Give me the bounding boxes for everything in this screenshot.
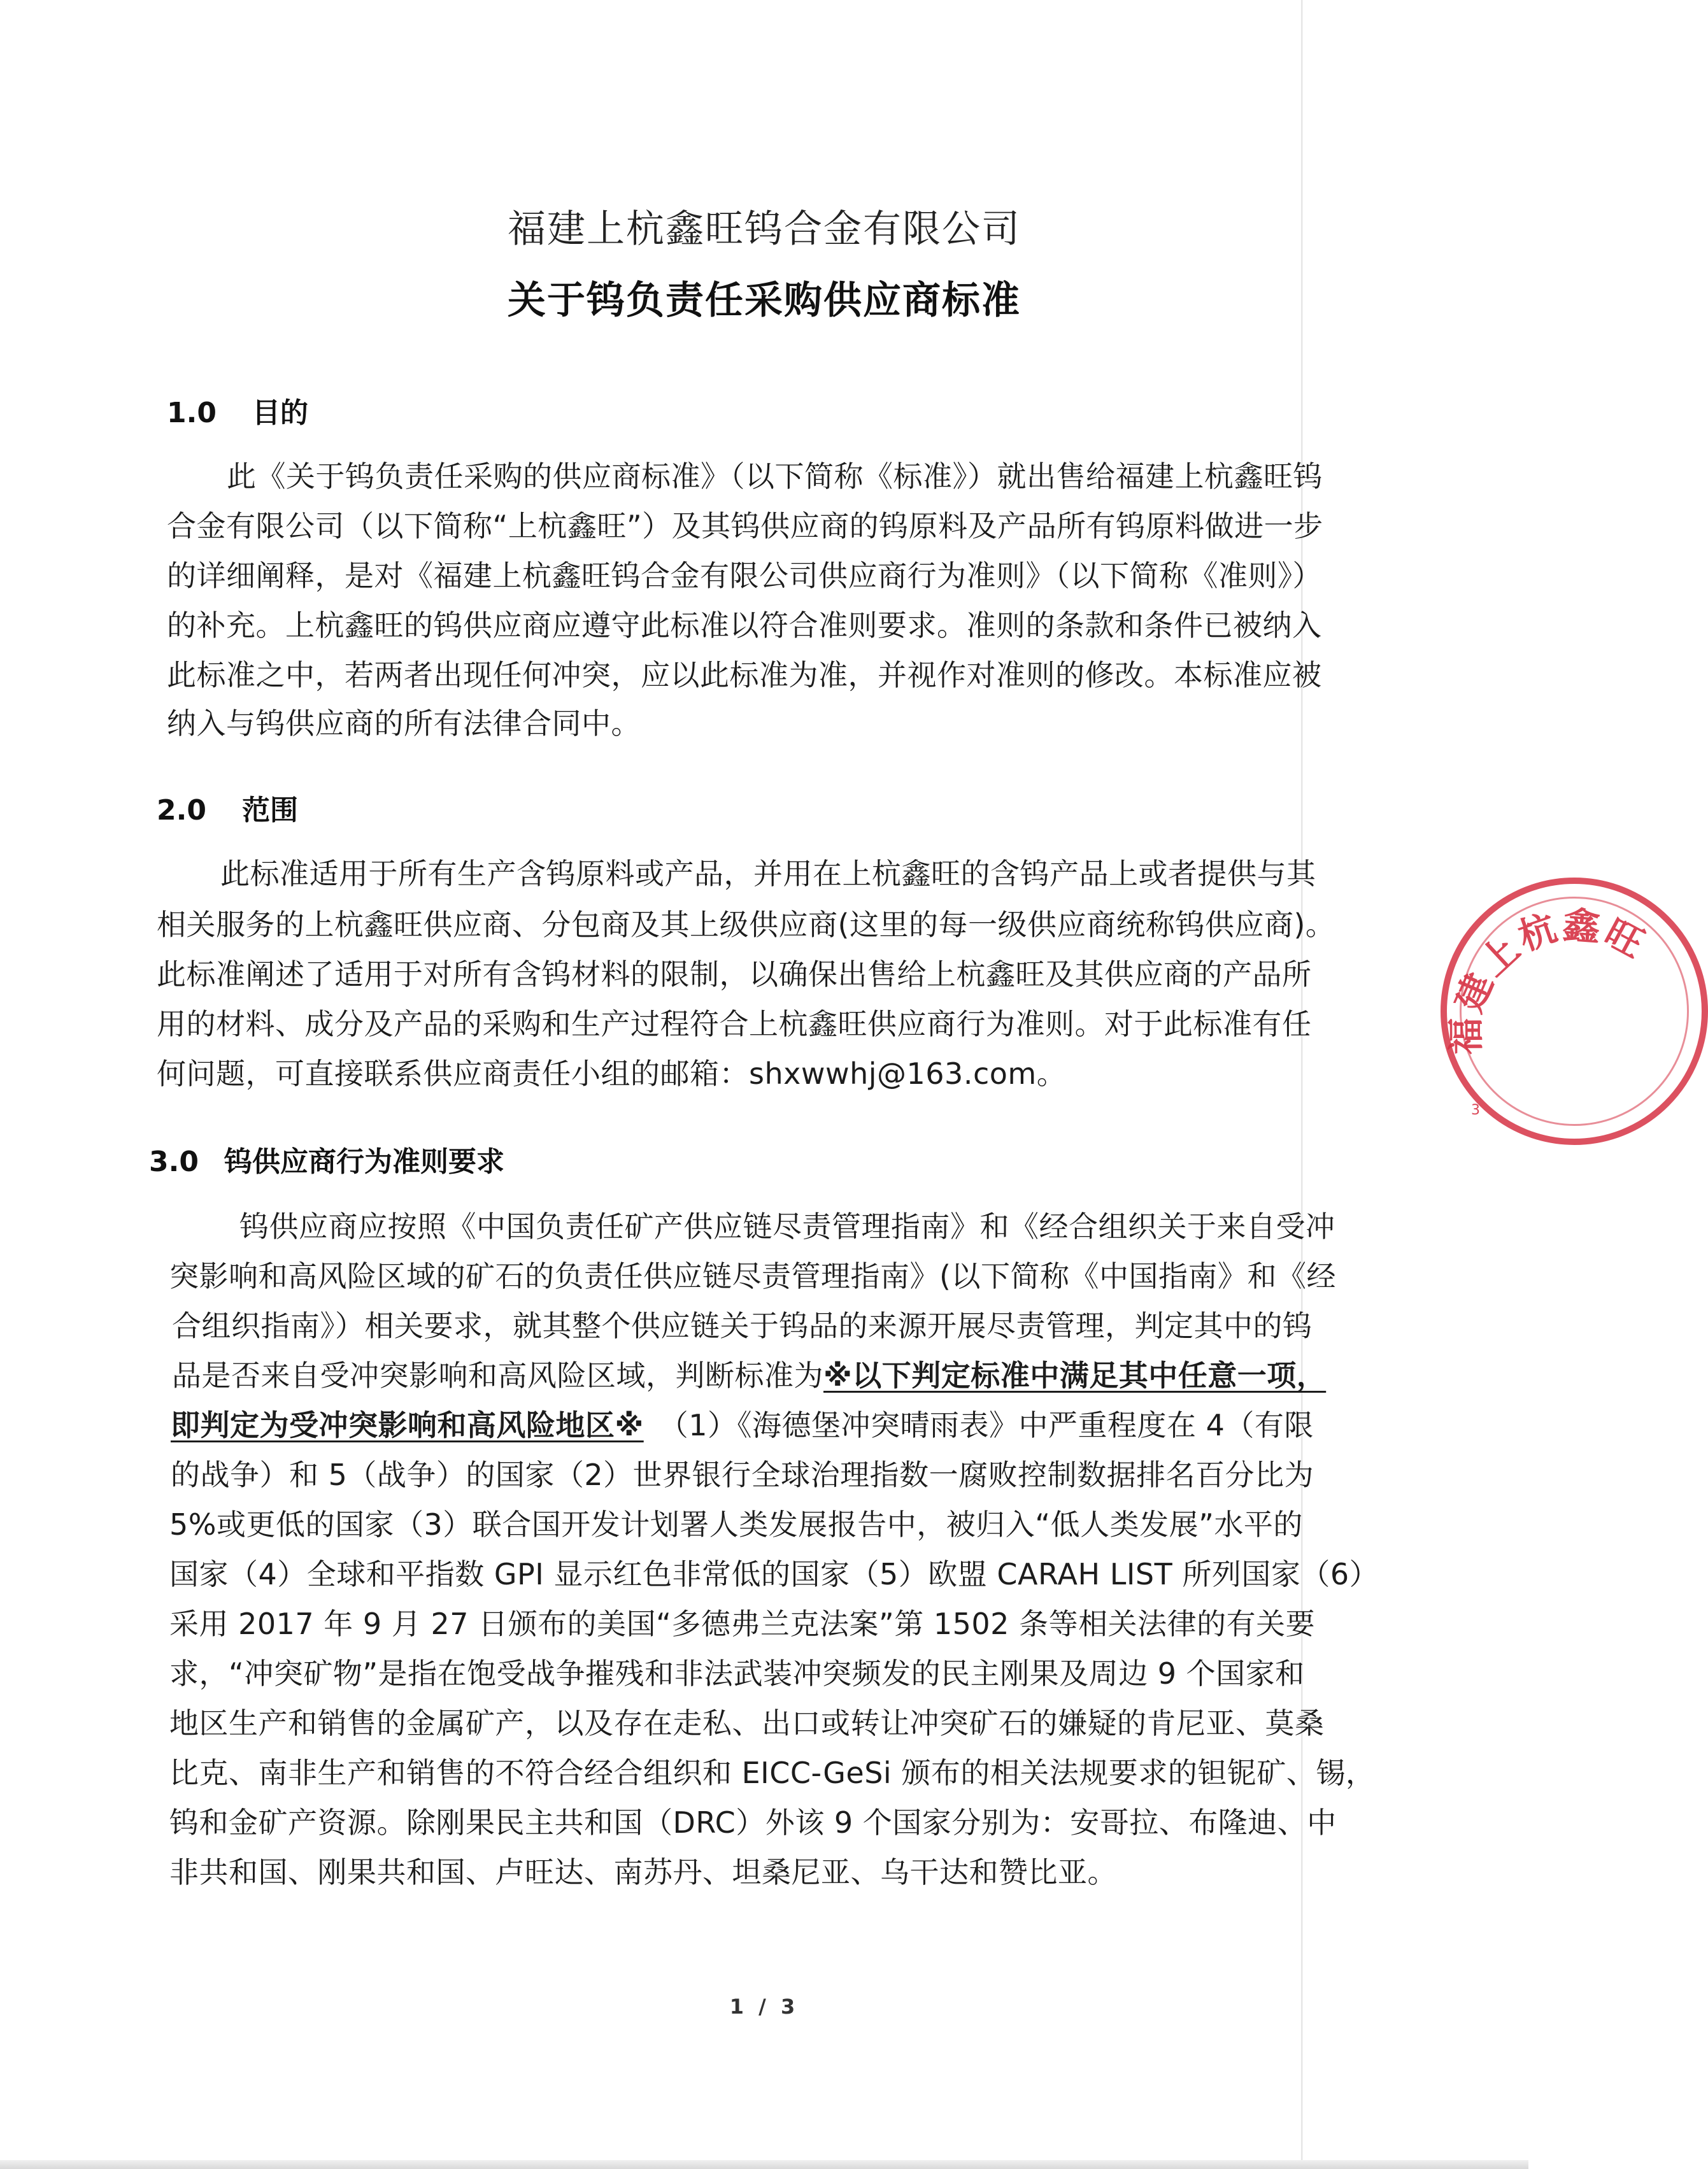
paragraph-line: 钨供应商应按照《中国负责任矿产供应链尽责管理指南》和《经合组织关于来自受冲 bbox=[239, 1209, 1335, 1244]
paragraph-line: 此标准阐述了适用于对所有含钨材料的限制，以确保出售给上杭鑫旺及其供应商的产品所 bbox=[157, 957, 1312, 992]
paragraph-line: 合金有限公司（以下简称“上杭鑫旺”）及其钨供应商的钨原料及产品所有钨原料做进一步 bbox=[167, 509, 1323, 543]
paragraph-line bbox=[172, 1353, 1326, 1395]
scan-edge bbox=[1301, 0, 1303, 2169]
paragraph-line: 采用 2017 年 9 月 27 日颁布的美国“多德弗兰克法案”第 1502 条等相关法律的有关要 bbox=[169, 1607, 1316, 1641]
paragraph-line: 此标准适用于所有生产含钨原料或产品，并用在上杭鑫旺的含钨产品上或者提供与其 bbox=[220, 857, 1316, 891]
paragraph-line: 的详细阐释，是对《福建上杭鑫旺钨合金有限公司供应商行为准则》（以下简称《准则》） bbox=[167, 558, 1322, 593]
svg-text:3: 3 bbox=[1471, 1102, 1480, 1118]
section-title: 目的 bbox=[252, 397, 308, 429]
paragraph-line: 纳入与钨供应商的所有法律合同中。 bbox=[167, 706, 641, 741]
paragraph-line: 国家（4）全球和平指数 GPI 显示红色非常低的国家（5）欧盟 CARAH LIST 所列国家（6） bbox=[169, 1557, 1379, 1591]
document-title: 关于钨负责任采购供应商标准 bbox=[508, 278, 1021, 323]
paragraph-line: 5%或更低的国家（3）联合国开发计划署人类发展报告中，被归入“低人类发展”水平的 bbox=[169, 1507, 1303, 1542]
paragraph-line: 钨和金矿产资源。除刚果民主共和国（DRC）外该 9 个国家分别为：安哥拉、布隆迪、中 bbox=[169, 1805, 1337, 1840]
section-number: 1.0 bbox=[167, 397, 217, 429]
paragraph-line: 的补充。上杭鑫旺的钨供应商应遵守此标准以符合准则要求。准则的条款和条件已被纳入 bbox=[167, 608, 1322, 643]
section-title: 范围 bbox=[241, 794, 298, 827]
svg-text:福建上杭鑫旺 bbox=[1444, 903, 1653, 1055]
paragraph-text: 品是否来自受冲突影响和高风险区域，判断标准为 bbox=[172, 1358, 823, 1393]
company-title: 福建上杭鑫旺钨合金有限公司 bbox=[508, 207, 1021, 252]
section-title: 钨供应商行为准则要求 bbox=[224, 1146, 504, 1178]
paragraph-line: 此标准之中，若两者出现任何冲突，应以此标准为准，并视作对准则的修改。本标准应被 bbox=[167, 658, 1322, 692]
section-number: 3.0 bbox=[149, 1146, 199, 1178]
paragraph-line: 求，“冲突矿物”是指在饱受战争摧残和非法武装冲突频发的民主刚果及周边 9 个国家和 bbox=[169, 1656, 1305, 1691]
emphasis-criteria: 即判定为受冲突影响和高风险地区※ bbox=[171, 1408, 644, 1442]
section-heading-requirements bbox=[149, 1139, 504, 1179]
paragraph-line: 突影响和高风险区域的矿石的负责任供应链尽责管理指南》(以下简称《中国指南》和《经 bbox=[169, 1259, 1336, 1293]
paragraph-text: （1）《海德堡冲突晴雨表》中严重程度在 4（有限 bbox=[658, 1408, 1314, 1442]
section-heading-purpose bbox=[167, 390, 308, 430]
company-seal bbox=[1441, 878, 1708, 1145]
paragraph-line: 的战争）和 5（战争）的国家（2）世界银行全球治理指数一腐败控制数据排名百分比为 bbox=[171, 1458, 1314, 1492]
page-number: 1 / 3 bbox=[729, 1995, 799, 2019]
seal-lettering bbox=[1441, 878, 1708, 1145]
section-heading-scope bbox=[157, 787, 298, 828]
paragraph-line: 相关服务的上杭鑫旺供应商、分包商及其上级供应商(这里的每一级供应商统称钨供应商)。 bbox=[157, 907, 1335, 942]
paragraph-line: 用的材料、成分及产品的采购和生产过程符合上杭鑫旺供应商行为准则。对于此标准有任 bbox=[157, 1007, 1312, 1041]
section-number: 2.0 bbox=[157, 794, 206, 827]
emphasis-criteria: ※以下判定标准中满足其中任意一项， bbox=[823, 1358, 1327, 1393]
scan-bottom-edge bbox=[0, 2160, 1528, 2169]
paragraph-line: 非共和国、刚果共和国、卢旺达、南苏丹、坦桑尼亚、乌干达和赞比亚。 bbox=[169, 1855, 1117, 1889]
paragraph-line: 地区生产和销售的金属矿产，以及存在走私、出口或转让冲突矿石的嫌疑的肯尼亚、莫桑 bbox=[169, 1706, 1325, 1740]
paragraph-line: 合组织指南》）相关要求，就其整个供应链关于钨品的来源开展尽责管理，判定其中的钨 bbox=[172, 1309, 1313, 1343]
seal-text: 福建上杭鑫旺 bbox=[1444, 903, 1653, 1055]
paragraph-line bbox=[171, 1402, 1314, 1444]
paragraph-line: 比克、南非生产和销售的不符合经合组织和 EICC-GeSi 颁布的相关法规要求的钽铌矿、锡， bbox=[169, 1756, 1376, 1790]
paragraph-line: 何问题，可直接联系供应商责任小组的邮箱：shxwwhj@163.com。 bbox=[157, 1056, 1067, 1091]
paragraph-line: 此《关于钨负责任采购的供应商标准》（以下简称《标准》）就出售给福建上杭鑫旺钨 bbox=[227, 459, 1323, 494]
